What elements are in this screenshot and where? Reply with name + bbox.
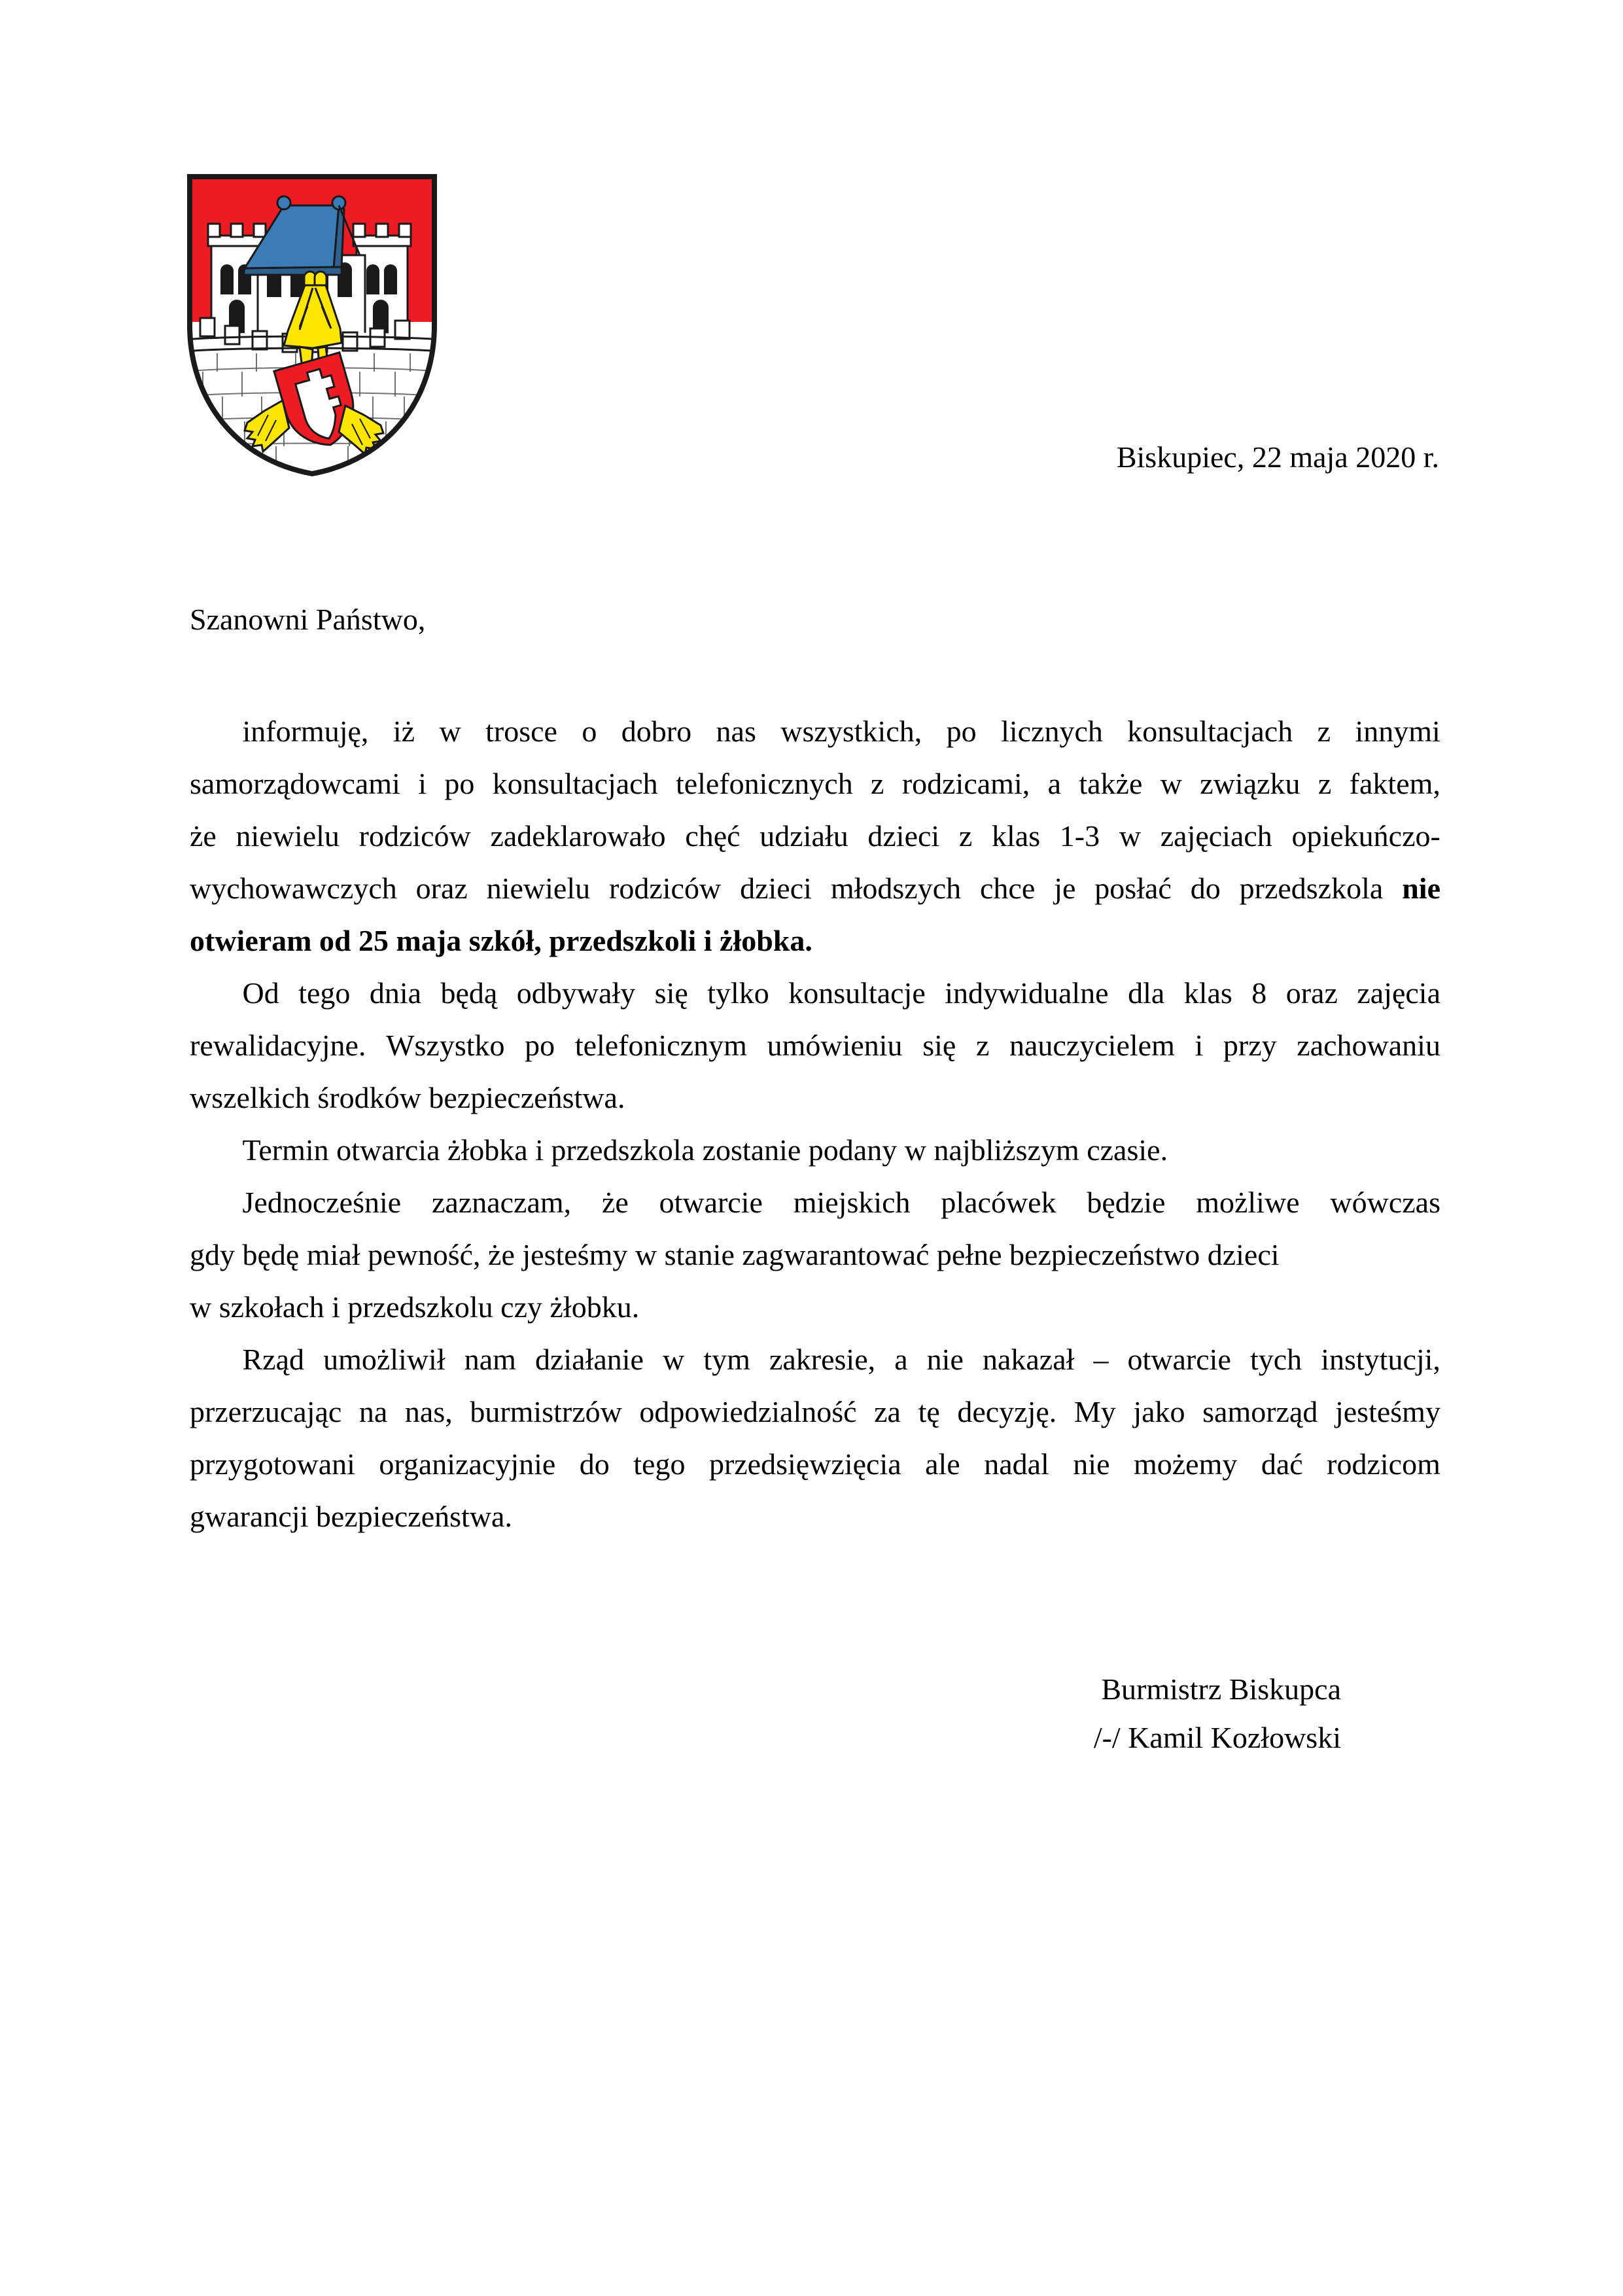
letter-body <box>190 705 1440 1543</box>
word: możliwe <box>1196 1186 1300 1219</box>
word: dnia <box>369 976 422 1010</box>
word: dzieci <box>740 872 812 905</box>
word: instytucji, <box>1321 1343 1440 1376</box>
paragraph-line <box>190 758 1440 810</box>
word: niewielu <box>236 819 340 853</box>
word: nadal <box>984 1447 1049 1481</box>
word: miejskich <box>793 1186 911 1219</box>
word: Rząd <box>190 1343 305 1376</box>
word: przerzucając <box>190 1395 342 1428</box>
word-bold: nie <box>1402 872 1440 905</box>
word: związku <box>1200 767 1300 800</box>
word: tym <box>703 1343 750 1376</box>
paragraph-line <box>190 705 1440 758</box>
word: umówieniu <box>767 1029 903 1062</box>
word: jako <box>1133 1395 1185 1428</box>
word: dla <box>1128 976 1165 1010</box>
word: oraz <box>415 872 468 905</box>
paragraph-line: otwieram od 25 maja szkół, przedszkoli i żłobka. <box>190 924 812 957</box>
word: przedsięwzięcia <box>708 1447 901 1481</box>
word: samorząd <box>1202 1395 1318 1428</box>
signature-name: /-/ Kamil Kozłowski <box>1093 1721 1341 1754</box>
word: Od <box>190 976 279 1010</box>
word: z <box>958 819 973 853</box>
word: umożliwił <box>323 1343 445 1376</box>
paragraph-line <box>190 1386 1440 1438</box>
word: się <box>654 976 688 1010</box>
word: wychowawczych <box>190 872 397 905</box>
word: informuję, <box>190 715 369 748</box>
word: dać <box>1261 1447 1303 1481</box>
word: z <box>871 767 884 800</box>
word: w <box>1119 819 1142 853</box>
word: i <box>1195 1029 1204 1062</box>
word: telefonicznym <box>574 1029 747 1062</box>
word: My <box>1073 1395 1116 1428</box>
signature-block <box>190 1665 1341 1762</box>
word: przedszkola <box>1239 872 1384 905</box>
word: nie <box>926 1343 964 1376</box>
word: konsultacjach <box>1127 715 1293 748</box>
word: innymi <box>1355 715 1440 748</box>
word: się <box>922 1029 956 1062</box>
word: przygotowani <box>190 1447 355 1481</box>
word: do <box>579 1447 610 1481</box>
word: faktem, <box>1349 767 1440 800</box>
word: w <box>663 1343 685 1376</box>
word: z <box>975 1029 990 1062</box>
word: w <box>439 715 461 748</box>
word: odbywały <box>516 976 636 1010</box>
word: konsultacjach <box>492 767 658 800</box>
word: tego <box>298 976 351 1010</box>
paragraph-line: w szkołach i przedszkolu czy żłobku. <box>190 1290 640 1324</box>
salutation: Szanowni Państwo, <box>190 603 426 636</box>
word: otwarcie <box>1127 1343 1231 1376</box>
word: Wszystko <box>386 1029 505 1062</box>
paragraph <box>190 1176 1440 1333</box>
word: że <box>601 1186 629 1219</box>
paragraph-line: gwarancji bezpieczeństwa. <box>190 1500 512 1533</box>
word: posłać <box>1094 872 1172 905</box>
word: po <box>525 1029 555 1062</box>
paragraph-line <box>190 1438 1440 1491</box>
word: a <box>1047 767 1061 800</box>
word: trosce <box>485 715 557 748</box>
word: ale <box>925 1447 960 1481</box>
word: tę <box>918 1395 940 1428</box>
word: 8 <box>1251 976 1267 1010</box>
word: nie <box>1073 1447 1110 1481</box>
word: na <box>358 1395 388 1428</box>
word: po <box>946 715 977 748</box>
word: zajęciach <box>1160 819 1272 853</box>
word: – <box>1093 1343 1109 1376</box>
word: przy <box>1223 1029 1277 1062</box>
word: 1-3 <box>1059 819 1100 853</box>
word: decyzję. <box>957 1395 1057 1428</box>
word: będą <box>440 976 498 1010</box>
word: chce <box>980 872 1036 905</box>
word: rodziców <box>609 872 722 905</box>
paragraph-line <box>190 1019 1440 1072</box>
word: młodszych <box>830 872 962 905</box>
word: po <box>444 767 475 800</box>
paragraph <box>190 1333 1440 1543</box>
word: i <box>418 767 427 800</box>
word: za <box>874 1395 901 1428</box>
word: otwarcie <box>659 1186 763 1219</box>
word: tych <box>1249 1343 1302 1376</box>
paragraph-line: Termin otwarcia żłobka i przedszkola zostanie podany w najbliższym czasie. <box>190 1133 1168 1167</box>
word: je <box>1054 872 1076 905</box>
word: organizacyjnie <box>379 1447 556 1481</box>
word: oraz <box>1285 976 1338 1010</box>
word: telefonicznych <box>675 767 853 800</box>
word: zaznaczam, <box>431 1186 572 1219</box>
word: samorządowcami <box>190 767 400 800</box>
word: z <box>1317 715 1331 748</box>
word: do <box>1190 872 1221 905</box>
word: nas <box>716 715 756 748</box>
paragraph-line <box>190 810 1440 862</box>
word: konsultacje <box>788 976 926 1010</box>
word: możemy <box>1133 1447 1238 1481</box>
word: zajęcia <box>1357 976 1440 1010</box>
word: klas <box>992 819 1041 853</box>
coat-of-arms-biskupiec-icon <box>184 171 440 479</box>
word: opiekuńczo- <box>1291 819 1440 853</box>
paragraph-line <box>190 862 1440 915</box>
paragraph-line: gdy będę miał pewność, że jesteśmy w stanie zagwarantować pełne bezpieczeństwo dzieci <box>190 1238 1280 1271</box>
word: nam <box>464 1343 516 1376</box>
word: niewielu <box>486 872 591 905</box>
signature-title: Burmistrz Biskupca <box>1101 1672 1341 1706</box>
word: zachowaniu <box>1297 1029 1440 1062</box>
word: burmistrzów <box>470 1395 622 1428</box>
paragraph <box>190 1124 1440 1176</box>
word: w <box>1160 767 1182 800</box>
word: placówek <box>941 1186 1056 1219</box>
word: wówczas <box>1330 1186 1440 1219</box>
word: a <box>894 1343 908 1376</box>
word: będzie <box>1087 1186 1166 1219</box>
word: tego <box>633 1447 686 1481</box>
word: jesteśmy <box>1335 1395 1440 1428</box>
word: iż <box>393 715 415 748</box>
word: rodziców <box>358 819 471 853</box>
word: zadeklarowało <box>490 819 666 853</box>
word: rodzicami, <box>901 767 1030 800</box>
word: nas, <box>404 1395 453 1428</box>
word: udziału <box>759 819 848 853</box>
word: zakresie, <box>769 1343 876 1376</box>
word: odpowiedzialność <box>639 1395 857 1428</box>
paragraph-line <box>190 967 1440 1019</box>
word: indywidualne <box>945 976 1109 1010</box>
paragraph <box>190 705 1440 967</box>
word: wszystkich, <box>780 715 922 748</box>
paragraph-line <box>190 1176 1440 1229</box>
word: nauczycielem <box>1009 1029 1175 1062</box>
word: klas <box>1183 976 1232 1010</box>
word: dzieci <box>867 819 940 853</box>
paragraph-line <box>190 1333 1440 1386</box>
paragraph-line: wszelkich środków bezpieczeństwa. <box>190 1081 625 1114</box>
word: tylko <box>707 976 769 1010</box>
word: z <box>1318 767 1332 800</box>
date-line: Biskupiec, 22 maja 2020 r. <box>1116 440 1439 474</box>
word: także <box>1079 767 1143 800</box>
word: chęć <box>685 819 741 853</box>
paragraph <box>190 967 1440 1124</box>
word: Jednocześnie <box>190 1186 402 1219</box>
word: działanie <box>534 1343 644 1376</box>
word: licznych <box>1001 715 1103 748</box>
word: nakazał <box>982 1343 1075 1376</box>
word: dobro <box>621 715 692 748</box>
word: że <box>190 819 217 853</box>
word: rodzicom <box>1327 1447 1440 1481</box>
word: o <box>582 715 597 748</box>
word: rewalidacyjne. <box>190 1029 366 1062</box>
